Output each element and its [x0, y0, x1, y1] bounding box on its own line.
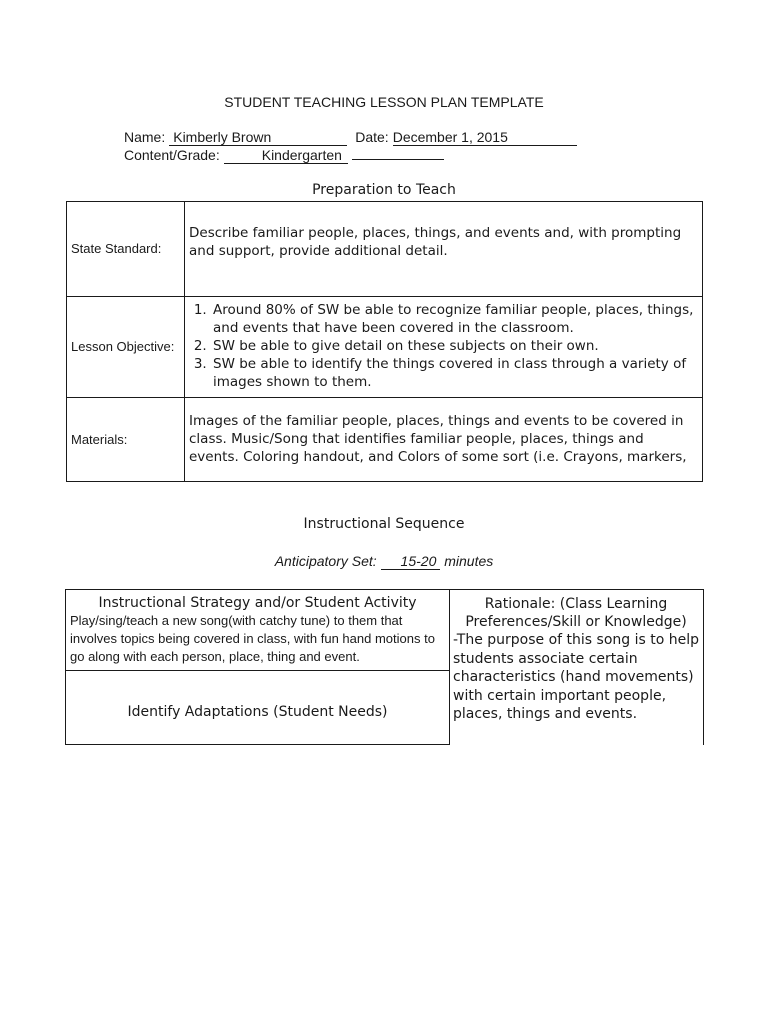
strategy-heading: Instructional Strategy and/or Student Activity: [98, 595, 417, 611]
anticipatory-label: Anticipatory Set:: [274, 553, 377, 569]
list-item: 2. SW be able to give detail on these subjects on their own.: [211, 337, 696, 355]
lesson-objective-label: Lesson Objective:: [67, 297, 185, 398]
name-date-line: [124, 129, 577, 146]
rationale-box: [449, 589, 704, 745]
date-label: Date:: [355, 129, 389, 145]
objectives-list: [189, 301, 696, 391]
list-item: 3. SW be able to identify the things covered in class through a variety of images shown to them.: [211, 355, 696, 391]
content-grade-value: Kindergarten: [224, 148, 348, 164]
preparation-heading: Preparation to Teach: [312, 182, 456, 198]
content-grade-line: [124, 147, 444, 164]
anticipatory-unit: minutes: [444, 553, 494, 569]
date-value: December 1, 2015: [393, 130, 577, 146]
rationale-text: -The purpose of this song is to help students associate certain characteristics (hand movements) with certain important people, places, things and events.: [453, 632, 699, 722]
adaptations-heading: Identify Adaptations (Student Needs): [127, 704, 388, 720]
rationale-heading: Rationale: (Class Learning Preferences/Skill or Knowledge): [465, 596, 687, 630]
strategy-box: [65, 589, 450, 745]
name-value: Kimberly Brown: [169, 130, 347, 146]
state-standard-label: State Standard:: [67, 202, 185, 297]
preparation-table: [66, 201, 703, 482]
content-grade-label: Content/Grade:: [124, 147, 220, 163]
strategy-text: Play/sing/teach a new song(with catchy tune) to them that involves topics being covered in class, with fun hand motions to go along with each person, place, thing and event.: [70, 613, 435, 664]
list-item: 1. Around 80% of SW be able to recognize familiar people, places, things, and events that have been covered in the classroom.: [211, 301, 696, 337]
anticipatory-set-line: [0, 553, 768, 570]
content-grade-blank: [352, 159, 444, 160]
materials-label: Materials:: [67, 398, 185, 482]
lesson-objective-content: [185, 297, 703, 398]
name-label: Name:: [124, 129, 166, 145]
state-standard-content: Describe familiar people, places, things, and events and, with prompting and support, provide additional detail.: [185, 202, 703, 297]
table-row: [67, 202, 703, 297]
document-title: STUDENT TEACHING LESSON PLAN TEMPLATE: [224, 94, 544, 110]
instructional-heading: Instructional Sequence: [303, 516, 465, 532]
table-row: [67, 398, 703, 482]
table-row: [67, 297, 703, 398]
anticipatory-value: 15-20: [381, 554, 441, 570]
materials-content: Images of the familiar people, places, things and events to be covered in class. Music/Song that identifies familiar people, places, things and events. Coloring handout, and Colors of some sort (i.e. Crayons, markers,: [185, 398, 703, 482]
adaptations-divider: [65, 670, 450, 671]
